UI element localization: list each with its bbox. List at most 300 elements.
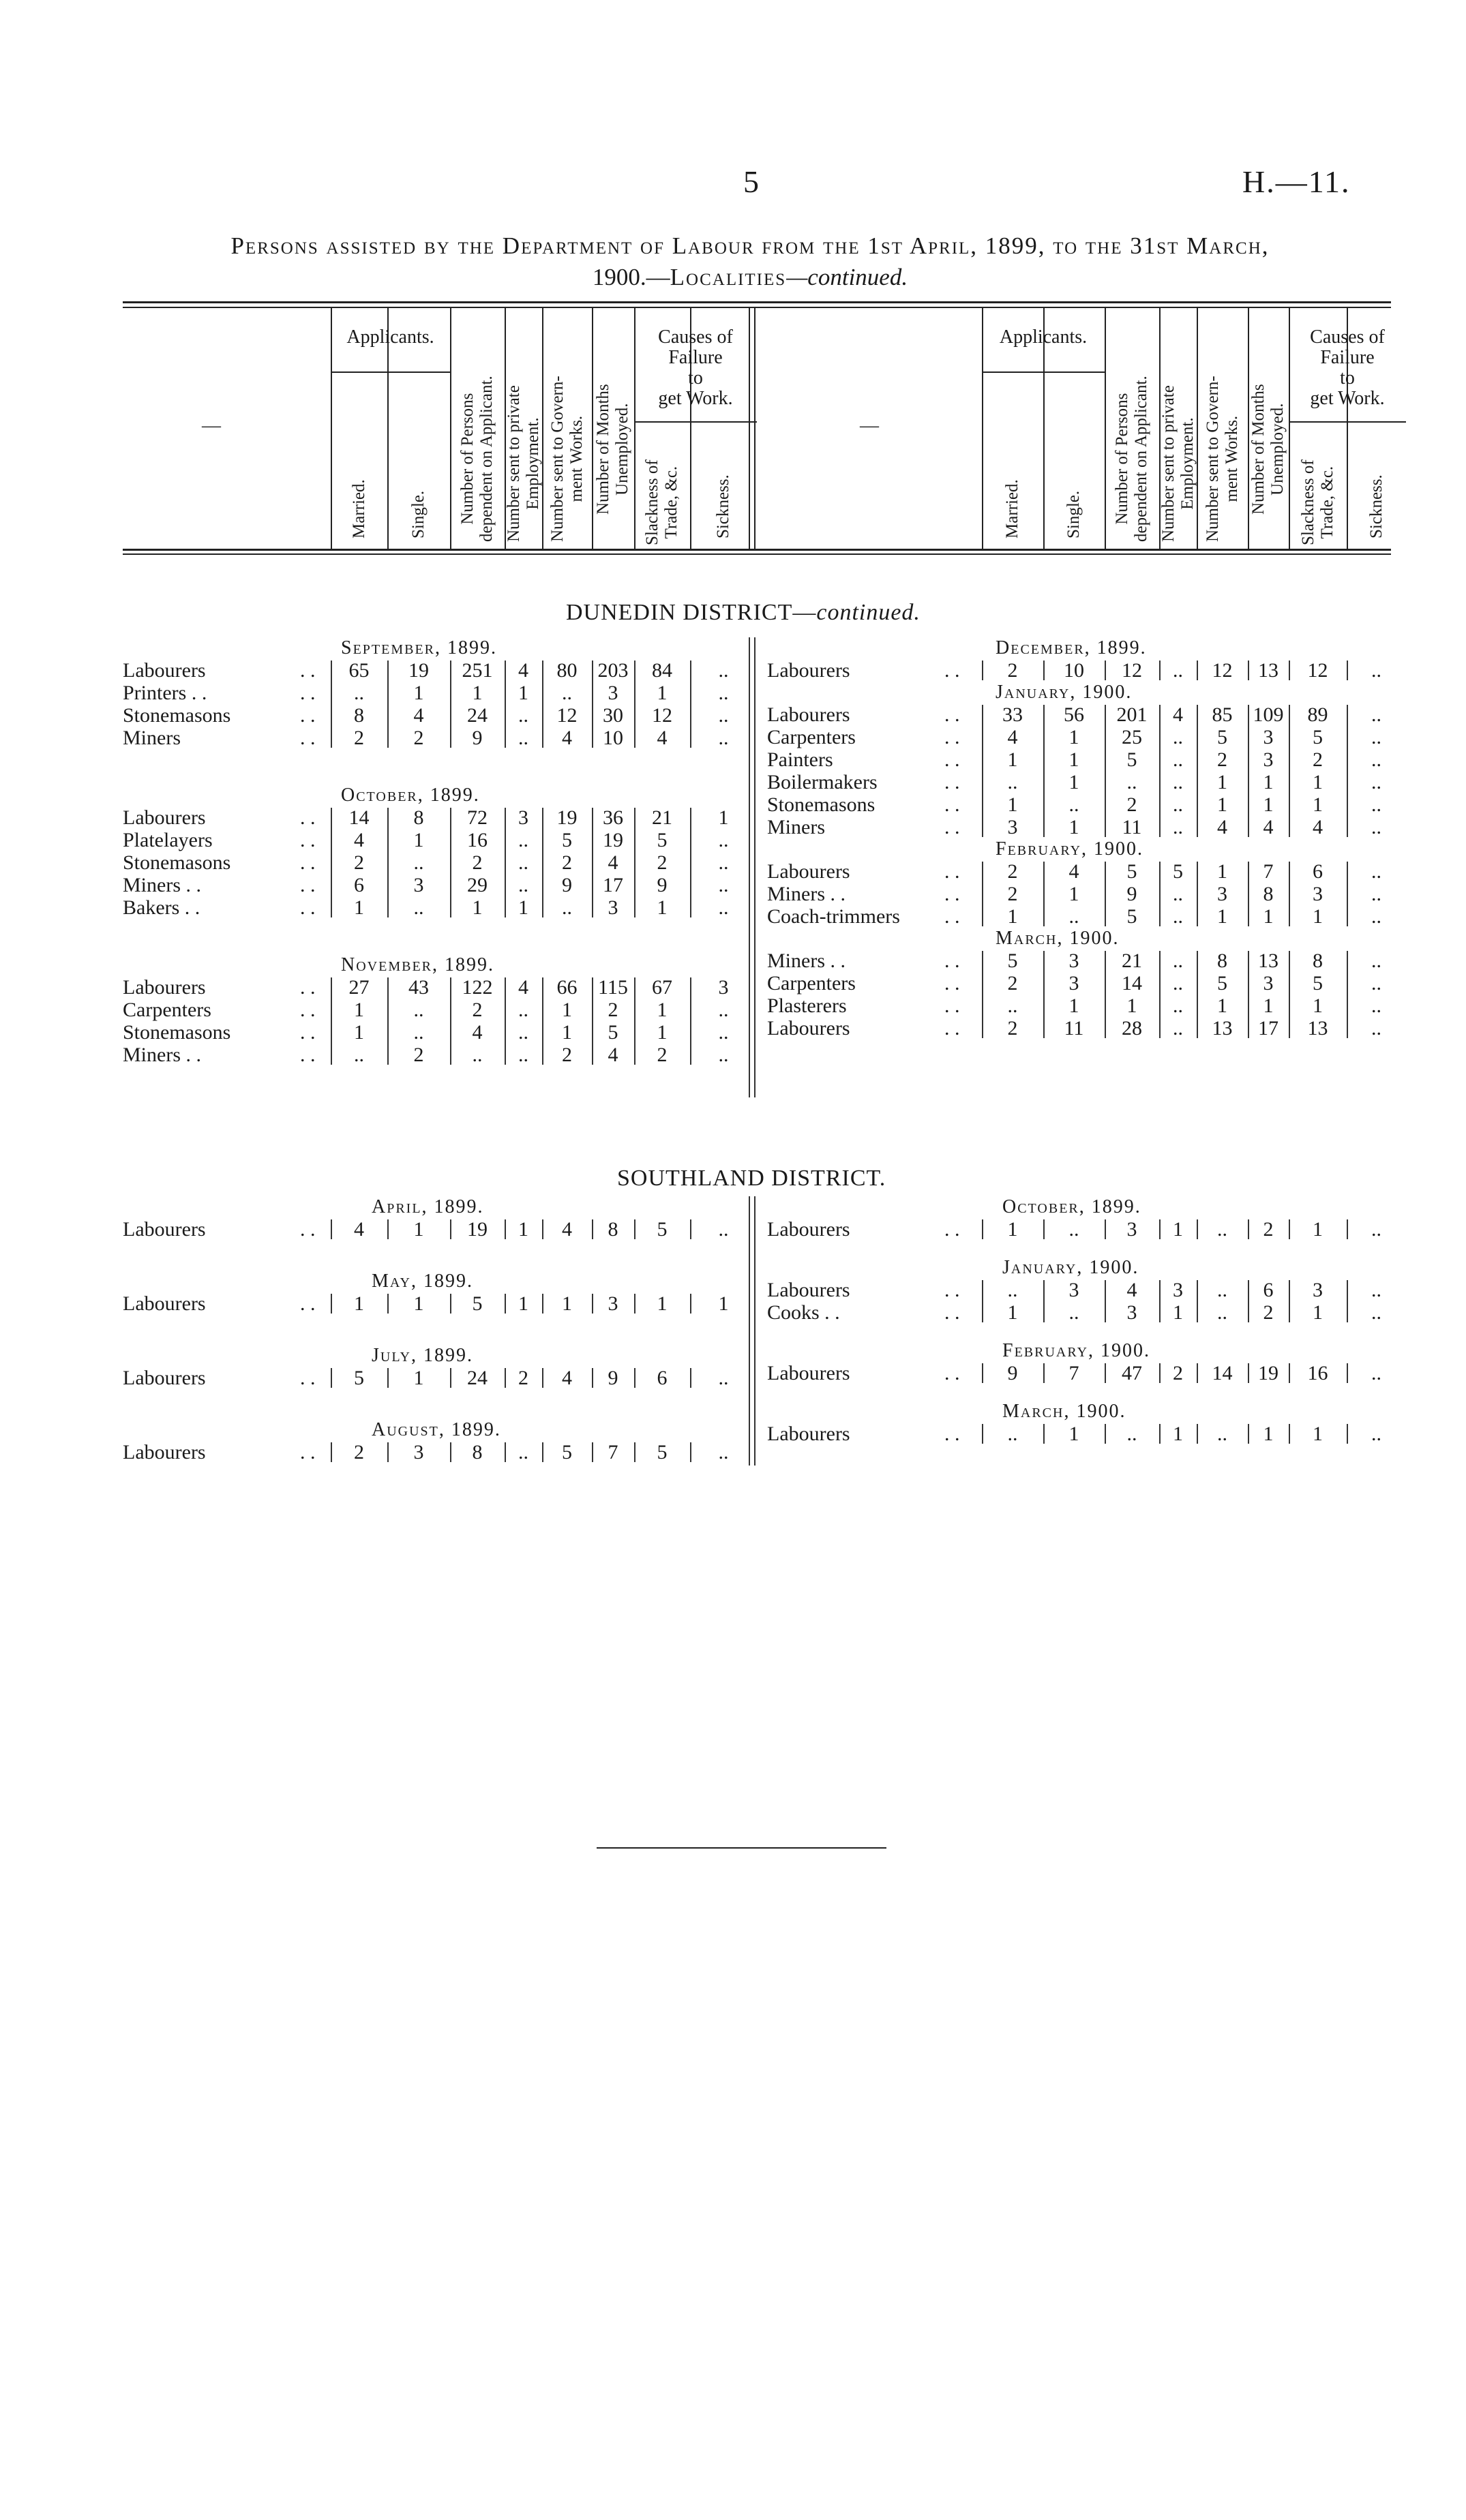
dunedin-cell: 1 <box>1126 995 1137 1017</box>
southland-cell: 2 <box>1263 1301 1274 1324</box>
southland-cell-divider <box>592 1442 593 1462</box>
dunedin-cell: 4 <box>562 727 572 749</box>
dunedin-cell: 122 <box>462 976 493 999</box>
dunedin-row-label: Coach-trimmers <box>767 905 900 928</box>
dunedin-cell-divider <box>1197 705 1198 837</box>
dunedin-row-leader: . . <box>300 976 316 999</box>
dunedin-cell: .. <box>1371 972 1381 995</box>
dunedin-row-label: Bakers . . <box>123 896 200 919</box>
southland-cell-divider <box>690 1219 691 1239</box>
dunedin-cell: 5 <box>1007 950 1018 972</box>
dunedin-cell: 8 <box>413 806 424 829</box>
dunedin-row-leader: . . <box>944 771 960 793</box>
southland-cell-divider <box>690 1442 691 1462</box>
southland-cell: 16 <box>1307 1362 1328 1384</box>
dunedin-cell: .. <box>1371 726 1381 748</box>
southland-cell: 2 <box>354 1441 364 1463</box>
southland-cell: .. <box>1217 1301 1227 1324</box>
southland-cell: 1 <box>1313 1218 1323 1241</box>
dunedin-row-leader: . . <box>300 851 316 874</box>
southland-cell-divider <box>1043 1424 1045 1444</box>
dunedin-cell-divider <box>331 808 332 917</box>
dunedin-row-label: Stonemasons <box>767 793 876 816</box>
southland-cell: .. <box>1371 1279 1381 1301</box>
dunedin-row-label: Miners . . <box>767 883 846 905</box>
southland-row-label: Labourers <box>767 1218 850 1241</box>
southland-cell-divider <box>982 1219 983 1239</box>
dunedin-cell-divider <box>505 661 506 748</box>
southland-cell: 1 <box>657 1292 668 1315</box>
southland-row-label: Labourers <box>123 1292 206 1315</box>
dunedin-cell: .. <box>1371 816 1381 838</box>
southland-cell: 9 <box>608 1367 618 1389</box>
dunedin-cell: 11 <box>1122 816 1142 838</box>
southland-cell-divider <box>1347 1219 1348 1239</box>
dunedin-cell-divider <box>331 661 332 748</box>
dunedin-cell: 72 <box>467 806 488 829</box>
southland-cell-divider <box>1043 1280 1045 1322</box>
dunedin-cell: 12 <box>556 704 578 727</box>
southland-cell: 8 <box>472 1441 483 1463</box>
dunedin-cell: 24 <box>467 704 488 727</box>
dunedin-cell: .. <box>1007 995 1018 1017</box>
dunedin-cell: 28 <box>1122 1017 1142 1039</box>
dunedin-cell: 1 <box>518 896 528 919</box>
southland-cell: 1 <box>1007 1301 1018 1324</box>
dunedin-row-leader: . . <box>944 995 960 1017</box>
header-sickness-right: Sickness. <box>1366 474 1386 538</box>
dunedin-cell: 9 <box>472 727 483 749</box>
dunedin-row-leader: . . <box>944 950 960 972</box>
dunedin-cell: 1 <box>1007 748 1018 771</box>
southland-cell: 1 <box>1173 1218 1183 1241</box>
dunedin-cell: .. <box>1371 748 1381 771</box>
dunedin-cell: 2 <box>562 1044 572 1066</box>
dunedin-cell-divider <box>690 808 691 917</box>
southland-cell-divider <box>387 1368 389 1388</box>
dunedin-cell-divider <box>1289 951 1290 1038</box>
southland-cell-divider <box>982 1280 983 1322</box>
title-year: 1900.— <box>592 264 670 290</box>
dunedin-cell: 2 <box>1007 883 1018 905</box>
dunedin-cell-divider <box>592 808 593 917</box>
southland-cell: 5 <box>562 1441 572 1463</box>
header-top-rule-2 <box>123 307 1391 308</box>
dunedin-cell: 1 <box>1263 771 1274 793</box>
southland-cell-divider <box>450 1294 451 1314</box>
dunedin-row-label: Miners <box>767 816 825 838</box>
header-col-rule-left-5 <box>592 307 593 549</box>
southland-cell: 8 <box>608 1218 618 1241</box>
southland-cell-divider <box>592 1294 593 1314</box>
dunedin-cell: 2 <box>1007 1017 1018 1039</box>
header-applicants-left: Applicants. <box>346 327 434 348</box>
southland-cell: 4 <box>562 1218 572 1241</box>
dunedin-row-label: Labourers <box>123 659 206 682</box>
southland-heading: SOUTHLAND DISTRICT. <box>617 1166 886 1191</box>
dunedin-cell: 8 <box>1263 883 1274 905</box>
dunedin-cell: 115 <box>598 976 628 999</box>
dunedin-cell: .. <box>1371 1017 1381 1039</box>
dunedin-cell: .. <box>1173 816 1183 838</box>
dunedin-cell: .. <box>1173 995 1183 1017</box>
dunedin-cell: .. <box>718 727 729 749</box>
dunedin-cell-divider <box>1289 862 1290 926</box>
southland-cell-divider <box>1105 1219 1106 1239</box>
dunedin-row-leader: . . <box>300 1044 316 1066</box>
southland-row-leader: . . <box>300 1441 316 1463</box>
dunedin-cell: 13 <box>1258 659 1278 682</box>
dunedin-cell: 1 <box>1217 905 1227 928</box>
dunedin-cell-divider <box>982 705 983 837</box>
southland-cell-divider <box>542 1219 543 1239</box>
page-number: 5 <box>743 164 759 199</box>
dunedin-cell: .. <box>1126 771 1137 793</box>
dunedin-cell: .. <box>354 682 364 704</box>
dunedin-cell-divider <box>1159 951 1161 1038</box>
dunedin-cell: 12 <box>1122 659 1142 682</box>
dunedin-row-leader: . . <box>300 704 316 727</box>
dunedin-cell: .. <box>518 874 528 896</box>
southland-cell-divider <box>542 1368 543 1388</box>
dunedin-cell-divider <box>542 808 543 917</box>
southland-cell: 1 <box>718 1292 729 1315</box>
dunedin-cell: 3 <box>1068 972 1079 995</box>
southland-cell-divider <box>331 1294 332 1314</box>
southland-cell-divider <box>505 1368 506 1388</box>
dunedin-cell: 109 <box>1253 703 1284 726</box>
dunedin-cell-divider <box>505 808 506 917</box>
dunedin-cell: 4 <box>1173 703 1183 726</box>
southland-cell: 19 <box>1258 1362 1278 1384</box>
southland-row-label: Labourers <box>767 1362 850 1384</box>
dunedin-cell: 14 <box>1122 972 1142 995</box>
dunedin-cell: .. <box>518 829 528 851</box>
dunedin-cell: 27 <box>348 976 370 999</box>
southland-cell-divider <box>1289 1424 1290 1444</box>
dunedin-cell-divider <box>1043 951 1045 1038</box>
southland-cell-divider <box>1159 1424 1161 1444</box>
southland-cell-divider <box>331 1442 332 1462</box>
table-title <box>102 230 1398 293</box>
dunedin-row-label: Platelayers <box>123 829 213 851</box>
dunedin-cell: .. <box>518 1044 528 1066</box>
southland-cell-divider <box>634 1368 635 1388</box>
southland-center-double-line-b <box>754 1196 756 1466</box>
dunedin-cell: .. <box>718 704 729 727</box>
southland-cell: 1 <box>1173 1423 1183 1445</box>
southland-cell: 47 <box>1122 1362 1142 1384</box>
dunedin-cell: 19 <box>603 829 623 851</box>
southland-cell: 3 <box>608 1292 618 1315</box>
dunedin-cell: 2 <box>413 727 424 749</box>
dunedin-cell-divider <box>1289 705 1290 837</box>
dunedin-cell: 1 <box>1217 860 1227 883</box>
dunedin-cell: 5 <box>1217 972 1227 995</box>
dunedin-cell: .. <box>1173 793 1183 816</box>
southland-row-label: Labourers <box>123 1367 206 1389</box>
southland-row-leader: . . <box>944 1362 960 1384</box>
dunedin-cell-divider <box>1043 661 1045 680</box>
southland-cell-divider <box>690 1294 691 1314</box>
southland-row-leader: . . <box>944 1301 960 1324</box>
dunedin-row-label: Painters <box>767 748 833 771</box>
dunedin-cell-divider <box>982 661 983 680</box>
southland-cell-divider <box>690 1368 691 1388</box>
southland-cell: 4 <box>1126 1279 1137 1301</box>
dunedin-cell: 12 <box>1307 659 1328 682</box>
dunedin-cell: .. <box>518 851 528 874</box>
southland-cell-divider <box>592 1368 593 1388</box>
dunedin-row-label: Miners <box>123 727 181 749</box>
dunedin-cell: .. <box>562 682 572 704</box>
southland-cell-divider <box>387 1442 389 1462</box>
southland-cell: 6 <box>1263 1279 1274 1301</box>
southland-cell: 1 <box>354 1292 364 1315</box>
dunedin-cell: .. <box>413 1021 424 1044</box>
southland-cell: 2 <box>1173 1362 1183 1384</box>
dunedin-cell: 19 <box>556 806 578 829</box>
dunedin-cell-divider <box>1105 705 1106 837</box>
dunedin-cell: 1 <box>1068 748 1079 771</box>
dunedin-cell: 1 <box>1068 771 1079 793</box>
southland-cell-divider <box>450 1368 451 1388</box>
dunedin-cell: 251 <box>462 659 493 682</box>
dunedin-cell: 11 <box>1064 1017 1084 1039</box>
dunedin-cell: .. <box>562 896 572 919</box>
southland-row-label: Labourers <box>123 1441 206 1463</box>
dunedin-cell: 9 <box>657 874 668 896</box>
header-causes-rule-right <box>1289 421 1406 423</box>
dunedin-heading <box>566 600 921 626</box>
dunedin-cell: 85 <box>1212 703 1233 726</box>
dunedin-cell: 2 <box>354 851 364 874</box>
header-blank-right: — <box>860 415 879 436</box>
dunedin-cell: 4 <box>1007 726 1018 748</box>
dunedin-cell: 3 <box>1263 726 1274 748</box>
dunedin-row-label: Carpenters <box>123 999 211 1021</box>
southland-cell-divider <box>1105 1424 1106 1444</box>
southland-cell-divider <box>542 1294 543 1314</box>
dunedin-cell: .. <box>1173 972 1183 995</box>
dunedin-cell: .. <box>1007 771 1018 793</box>
dunedin-cell: 43 <box>408 976 429 999</box>
dunedin-cell: 3 <box>608 682 618 704</box>
dunedin-cell: 66 <box>556 976 578 999</box>
dunedin-cell: .. <box>1173 950 1183 972</box>
closing-rule <box>597 1847 886 1849</box>
dunedin-cell: .. <box>518 999 528 1021</box>
dunedin-cell: 9 <box>562 874 572 896</box>
southland-cell-divider <box>1197 1363 1198 1383</box>
southland-cell: 2 <box>518 1367 528 1389</box>
dunedin-cell: 5 <box>608 1021 618 1044</box>
southland-cell: .. <box>1126 1423 1137 1445</box>
dunedin-cell: .. <box>1371 883 1381 905</box>
dunedin-cell-divider <box>1043 705 1045 837</box>
dunedin-cell: 2 <box>1126 793 1137 816</box>
dunedin-cell: 12 <box>652 704 672 727</box>
dunedin-row-leader: . . <box>944 659 960 682</box>
dunedin-cell: 1 <box>657 896 668 919</box>
dunedin-cell: 14 <box>348 806 370 829</box>
dunedin-row-leader: . . <box>944 972 960 995</box>
dunedin-cell: .. <box>1371 659 1381 682</box>
southland-cell: 1 <box>1007 1218 1018 1241</box>
southland-cell-divider <box>1248 1424 1249 1444</box>
dunedin-cell-divider <box>1248 661 1249 680</box>
dunedin-cell: 89 <box>1307 703 1328 726</box>
dunedin-cell: .. <box>718 682 729 704</box>
dunedin-cell: .. <box>1173 883 1183 905</box>
southland-cell: 3 <box>1068 1279 1079 1301</box>
dunedin-cell: .. <box>1173 659 1183 682</box>
dunedin-cell: 2 <box>472 999 483 1021</box>
dunedin-cell-divider <box>387 661 389 748</box>
dunedin-row-leader: . . <box>944 883 960 905</box>
dunedin-cell: 5 <box>1217 726 1227 748</box>
dunedin-month-left-0: September, 1899. <box>341 637 498 658</box>
dunedin-row-label: Labourers <box>123 976 206 999</box>
dunedin-cell: 67 <box>652 976 672 999</box>
dunedin-cell-divider <box>1347 862 1348 926</box>
southland-cell-divider <box>450 1219 451 1239</box>
dunedin-cell: 84 <box>652 659 672 682</box>
dunedin-cell: 1 <box>1068 726 1079 748</box>
dunedin-row-label: Labourers <box>767 659 850 682</box>
southland-cell: 19 <box>467 1218 488 1241</box>
dunedin-cell-divider <box>1105 951 1106 1038</box>
dunedin-cell: 4 <box>1068 860 1079 883</box>
southland-cell: .. <box>1371 1301 1381 1324</box>
dunedin-cell-divider <box>387 977 389 1065</box>
dunedin-cell: 8 <box>1217 950 1227 972</box>
dunedin-cell: 3 <box>1217 883 1227 905</box>
southland-cell-divider <box>1159 1219 1161 1239</box>
dunedin-cell: 1 <box>657 682 668 704</box>
dunedin-row-leader: . . <box>300 682 316 704</box>
dunedin-heading-text: DUNEDIN DISTRICT— <box>566 600 817 625</box>
header-months-right: Number of Months Unemployed. <box>1249 384 1287 515</box>
dunedin-cell: 13 <box>1307 1017 1328 1039</box>
dunedin-cell-divider <box>592 661 593 748</box>
southland-month-right-2: February, 1900. <box>1002 1340 1151 1361</box>
southland-cell: .. <box>718 1441 729 1463</box>
dunedin-cell: 3 <box>518 806 528 829</box>
dunedin-row-label: Labourers <box>767 860 850 883</box>
southland-cell: 24 <box>467 1367 488 1389</box>
dunedin-cell: 10 <box>603 727 623 749</box>
southland-row-label: Cooks . . <box>767 1301 840 1324</box>
dunedin-cell: 1 <box>1313 905 1323 928</box>
dunedin-row-leader: . . <box>300 874 316 896</box>
southland-cell: .. <box>1007 1279 1018 1301</box>
dunedin-cell: 6 <box>354 874 364 896</box>
dunedin-cell: 4 <box>608 1044 618 1066</box>
dunedin-cell-divider <box>1105 661 1106 680</box>
dunedin-month-left-1: October, 1899. <box>341 785 480 806</box>
southland-row-label: Labourers <box>123 1218 206 1241</box>
dunedin-cell-divider <box>542 661 543 748</box>
southland-cell: 4 <box>354 1218 364 1241</box>
dunedin-cell: .. <box>1173 905 1183 928</box>
dunedin-cell-divider <box>542 977 543 1065</box>
dunedin-cell: 1 <box>1007 905 1018 928</box>
southland-cell-divider <box>505 1294 506 1314</box>
header-married-right: Married. <box>1003 479 1021 538</box>
dunedin-cell: 1 <box>1313 995 1323 1017</box>
southland-row-label: Labourers <box>767 1423 850 1445</box>
dunedin-cell: .. <box>1371 793 1381 816</box>
dunedin-cell-divider <box>1197 862 1198 926</box>
dunedin-cell: 1 <box>1068 883 1079 905</box>
southland-cell-divider <box>592 1219 593 1239</box>
southland-cell-divider <box>1347 1363 1348 1383</box>
dunedin-row-leader: . . <box>300 1021 316 1044</box>
southland-cell-divider <box>982 1424 983 1444</box>
dunedin-row-leader: . . <box>300 727 316 749</box>
southland-cell-divider <box>1248 1280 1249 1322</box>
dunedin-cell: .. <box>718 874 729 896</box>
southland-row-leader: . . <box>944 1423 960 1445</box>
southland-cell-divider <box>450 1442 451 1462</box>
dunedin-row-leader: . . <box>944 748 960 771</box>
header-sickness-left: Sickness. <box>714 474 732 538</box>
dunedin-cell-divider <box>634 808 635 917</box>
dunedin-cell: 8 <box>354 704 364 727</box>
dunedin-row-label: Carpenters <box>767 726 856 748</box>
dunedin-row-leader: . . <box>944 793 960 816</box>
southland-row-leader: . . <box>944 1279 960 1301</box>
header-bottom-rule-2 <box>123 553 1391 555</box>
dunedin-row-leader: . . <box>944 905 960 928</box>
dunedin-row-label: Labourers <box>767 703 850 726</box>
dunedin-cell-divider <box>982 951 983 1038</box>
southland-cell: .. <box>518 1441 528 1463</box>
dunedin-cell: 1 <box>1263 995 1274 1017</box>
southland-cell: 5 <box>472 1292 483 1315</box>
dunedin-cell: 3 <box>1263 748 1274 771</box>
dunedin-cell: 7 <box>1263 860 1274 883</box>
dunedin-heading-continued: continued. <box>816 600 921 625</box>
dunedin-cell: .. <box>1371 860 1381 883</box>
dunedin-row-leader: . . <box>944 726 960 748</box>
dunedin-cell: 29 <box>467 874 488 896</box>
dunedin-cell: 2 <box>1217 748 1227 771</box>
dunedin-cell: 1 <box>1263 793 1274 816</box>
dunedin-cell: .. <box>718 851 729 874</box>
dunedin-cell: 2 <box>1007 972 1018 995</box>
dunedin-cell: .. <box>1371 950 1381 972</box>
dunedin-cell: 19 <box>408 659 429 682</box>
document-reference: H.—11. <box>1242 164 1351 199</box>
dunedin-row-leader: . . <box>300 829 316 851</box>
dunedin-cell-divider <box>634 661 635 748</box>
dunedin-row-label: Stonemasons <box>123 704 231 727</box>
dunedin-cell: 3 <box>718 976 729 999</box>
dunedin-cell: 1 <box>1217 995 1227 1017</box>
southland-row-leader: . . <box>300 1218 316 1241</box>
southland-cell-divider <box>387 1294 389 1314</box>
dunedin-cell: 5 <box>657 829 668 851</box>
southland-cell: .. <box>1371 1423 1381 1445</box>
southland-cell-divider <box>634 1294 635 1314</box>
southland-cell-divider <box>331 1219 332 1239</box>
dunedin-cell: .. <box>1371 771 1381 793</box>
southland-cell: 14 <box>1212 1362 1233 1384</box>
dunedin-center-double-line-b <box>754 637 756 1097</box>
dunedin-cell: 4 <box>608 851 618 874</box>
